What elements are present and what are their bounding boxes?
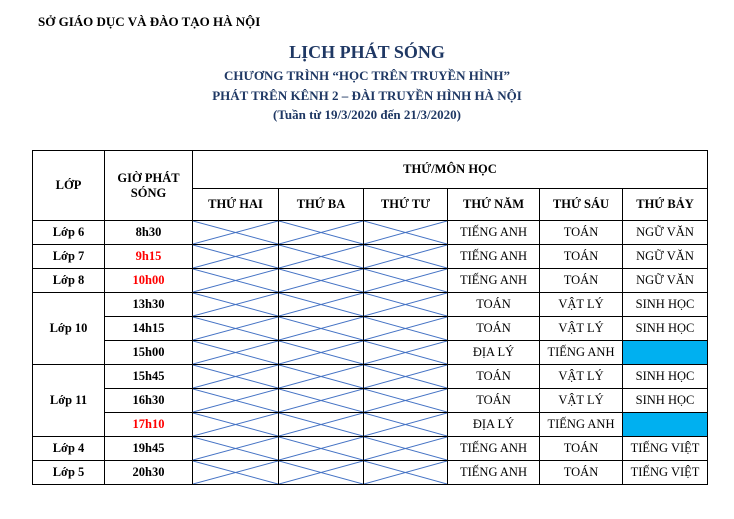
no-broadcast-cell bbox=[279, 293, 364, 317]
no-broadcast-cell bbox=[279, 221, 364, 245]
table-row bbox=[33, 365, 708, 389]
week-range: (Tuần từ 19/3/2020 đến 21/3/2020) bbox=[273, 107, 461, 122]
header-day: THỨ NĂM bbox=[448, 189, 540, 221]
thursday-subject-cell: TIẾNG ANH bbox=[448, 269, 540, 293]
header-day: THỨ HAI bbox=[193, 189, 279, 221]
time-cell: 20h30 bbox=[105, 461, 193, 485]
saturday-subject-cell: SINH HỌC bbox=[623, 389, 708, 413]
no-broadcast-cell bbox=[193, 413, 279, 437]
no-broadcast-cell bbox=[279, 413, 364, 437]
no-broadcast-cell bbox=[364, 221, 448, 245]
saturday-subject-cell bbox=[623, 413, 708, 437]
no-broadcast-cell bbox=[193, 389, 279, 413]
no-broadcast-cell bbox=[193, 293, 279, 317]
time-cell: 17h10 bbox=[105, 413, 193, 437]
no-broadcast-cell bbox=[279, 341, 364, 365]
schedule-table bbox=[32, 150, 708, 485]
no-broadcast-cell bbox=[364, 413, 448, 437]
thursday-subject-cell: TIẾNG ANH bbox=[448, 461, 540, 485]
table-row bbox=[33, 437, 708, 461]
header-day: THỨ TƯ bbox=[364, 189, 448, 221]
time-cell: 9h15 bbox=[105, 245, 193, 269]
friday-subject-cell: TIẾNG ANH bbox=[540, 413, 623, 437]
thursday-subject-cell: ĐỊA LÝ bbox=[448, 413, 540, 437]
header-day: THỨ SÁU bbox=[540, 189, 623, 221]
thursday-subject-cell: ĐỊA LÝ bbox=[448, 341, 540, 365]
thursday-subject-cell: TOÁN bbox=[448, 293, 540, 317]
no-broadcast-cell bbox=[279, 389, 364, 413]
table-row bbox=[33, 221, 708, 245]
thursday-subject-cell: TOÁN bbox=[448, 317, 540, 341]
friday-subject-cell: VẬT LÝ bbox=[540, 365, 623, 389]
friday-subject-cell: TOÁN bbox=[540, 221, 623, 245]
no-broadcast-cell bbox=[279, 317, 364, 341]
table-row bbox=[33, 389, 708, 413]
thursday-subject-cell: TIẾNG ANH bbox=[448, 245, 540, 269]
no-broadcast-cell bbox=[193, 365, 279, 389]
friday-subject-cell: VẬT LÝ bbox=[540, 317, 623, 341]
friday-subject-cell: TOÁN bbox=[540, 269, 623, 293]
table-row bbox=[33, 317, 708, 341]
no-broadcast-cell bbox=[364, 245, 448, 269]
friday-subject-cell: TOÁN bbox=[540, 461, 623, 485]
no-broadcast-cell bbox=[279, 269, 364, 293]
table-row bbox=[33, 293, 708, 317]
header-time: GIỜ PHÁT SÓNG bbox=[105, 151, 193, 221]
class-cell: Lớp 5 bbox=[33, 461, 105, 485]
class-cell: Lớp 7 bbox=[33, 245, 105, 269]
class-cell: Lớp 4 bbox=[33, 437, 105, 461]
class-cell: Lớp 6 bbox=[33, 221, 105, 245]
saturday-subject-cell: TIẾNG VIỆT bbox=[623, 437, 708, 461]
class-cell: Lớp 11 bbox=[33, 365, 105, 437]
saturday-subject-cell: TIẾNG VIỆT bbox=[623, 461, 708, 485]
header-day: THỨ BẢY bbox=[623, 189, 708, 221]
thursday-subject-cell: TIẾNG ANH bbox=[448, 437, 540, 461]
channel-subtitle: PHÁT TRÊN KÊNH 2 – ĐÀI TRUYỀN HÌNH HÀ NỘI bbox=[212, 88, 522, 103]
page-title: LỊCH PHÁT SÓNG bbox=[289, 42, 445, 62]
table-row bbox=[33, 413, 708, 437]
thursday-subject-cell: TIẾNG ANH bbox=[448, 221, 540, 245]
friday-subject-cell: VẬT LÝ bbox=[540, 389, 623, 413]
time-cell: 8h30 bbox=[105, 221, 193, 245]
friday-subject-cell: TOÁN bbox=[540, 245, 623, 269]
table-row bbox=[33, 461, 708, 485]
table-row bbox=[33, 341, 708, 365]
program-subtitle: CHƯƠNG TRÌNH “HỌC TRÊN TRUYỀN HÌNH” bbox=[224, 68, 510, 83]
class-cell: Lớp 10 bbox=[33, 293, 105, 365]
header-day: THỨ BA bbox=[279, 189, 364, 221]
no-broadcast-cell bbox=[364, 437, 448, 461]
saturday-subject-cell: SINH HỌC bbox=[623, 317, 708, 341]
organization-name: SỞ GIÁO DỤC VÀ ĐÀO TẠO HÀ NỘI bbox=[38, 14, 261, 29]
no-broadcast-cell bbox=[364, 365, 448, 389]
saturday-subject-cell: SINH HỌC bbox=[623, 293, 708, 317]
no-broadcast-cell bbox=[364, 341, 448, 365]
no-broadcast-cell bbox=[364, 269, 448, 293]
header-class: LỚP bbox=[33, 151, 105, 221]
no-broadcast-cell bbox=[279, 365, 364, 389]
friday-subject-cell: TOÁN bbox=[540, 437, 623, 461]
time-cell: 14h15 bbox=[105, 317, 193, 341]
no-broadcast-cell bbox=[279, 245, 364, 269]
no-broadcast-cell bbox=[193, 245, 279, 269]
table-row bbox=[33, 269, 708, 293]
time-cell: 19h45 bbox=[105, 437, 193, 461]
header-days-group: THỨ/MÔN HỌC bbox=[193, 151, 708, 189]
no-broadcast-cell bbox=[364, 317, 448, 341]
time-cell: 15h00 bbox=[105, 341, 193, 365]
no-broadcast-cell bbox=[364, 389, 448, 413]
no-broadcast-cell bbox=[193, 221, 279, 245]
saturday-subject-cell: NGỮ VĂN bbox=[623, 269, 708, 293]
no-broadcast-cell bbox=[193, 317, 279, 341]
class-cell: Lớp 8 bbox=[33, 269, 105, 293]
time-cell: 15h45 bbox=[105, 365, 193, 389]
time-cell: 16h30 bbox=[105, 389, 193, 413]
thursday-subject-cell: TOÁN bbox=[448, 389, 540, 413]
thursday-subject-cell: TOÁN bbox=[448, 365, 540, 389]
no-broadcast-cell bbox=[364, 293, 448, 317]
no-broadcast-cell bbox=[193, 437, 279, 461]
saturday-subject-cell: NGỮ VĂN bbox=[623, 221, 708, 245]
time-cell: 10h00 bbox=[105, 269, 193, 293]
saturday-subject-cell: NGỮ VĂN bbox=[623, 245, 708, 269]
friday-subject-cell: TIẾNG ANH bbox=[540, 341, 623, 365]
saturday-subject-cell bbox=[623, 341, 708, 365]
no-broadcast-cell bbox=[364, 461, 448, 485]
no-broadcast-cell bbox=[193, 341, 279, 365]
friday-subject-cell: VẬT LÝ bbox=[540, 293, 623, 317]
no-broadcast-cell bbox=[279, 437, 364, 461]
time-cell: 13h30 bbox=[105, 293, 193, 317]
table-row bbox=[33, 245, 708, 269]
no-broadcast-cell bbox=[193, 269, 279, 293]
no-broadcast-cell bbox=[279, 461, 364, 485]
no-broadcast-cell bbox=[193, 461, 279, 485]
saturday-subject-cell: SINH HỌC bbox=[623, 365, 708, 389]
